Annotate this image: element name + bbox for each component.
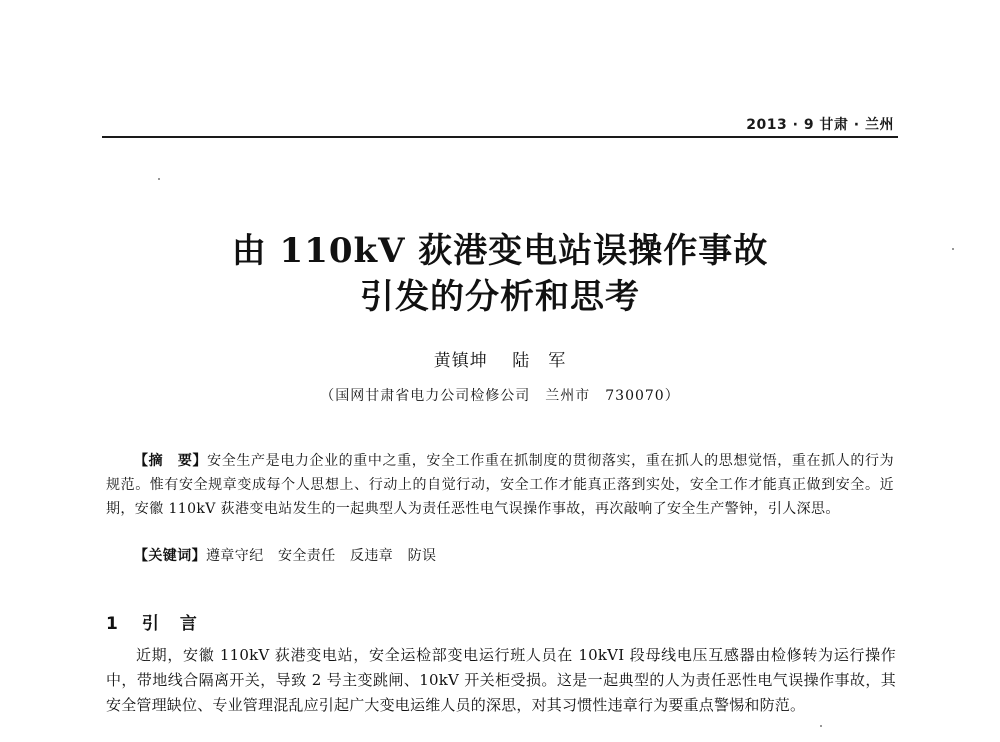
keywords-label: 【关键词】 — [134, 548, 206, 564]
affiliation: （国网甘肃省电力公司检修公司 兰州市 730070） — [320, 388, 680, 404]
section-title: 引 言 — [141, 614, 199, 634]
title-line-1: 由 110kV 荻港变电站误操作事故 — [231, 231, 769, 271]
keywords — [134, 545, 894, 565]
abstract-text: 安全生产是电力企业的重中之重，安全工作重在抓制度的贯彻落实，重在抓人的思想觉悟，重在抓人的行为规范。惟有安全规章变成每个人思想上、行动上的自觉行动，安全工作才能真正落到实处，安全工作才能真正做到安全。近期，安徽 110kV 荻港变电站发生的一起典型人为责任恶性电气误操作事故，再次敲响了安全生产警钟，引人深思。 — [106, 453, 895, 517]
section-heading — [106, 609, 199, 634]
authors: 黄镇坤 陆 军 — [433, 351, 567, 371]
section-paragraph: 近期，安徽 110kV 荻港变电站，安全运检部变电运行班人员在 10kVI 段母线电压互感器由检修转为运行操作中，带地线合隔离开关，导致 2 号主变跳闸、10kV 开关柜受损。这是一起典型的人为责任恶性电气误操作事故，其安全管理缺位、专业管理混乱应引起广大变电运维人员的深思，对其习惯性违章行为要重点警惕和防范。 — [106, 646, 896, 714]
abstract — [106, 449, 894, 521]
section-number: 1 — [106, 614, 120, 634]
title-line-2: 引发的分析和思考 — [360, 277, 640, 317]
abstract-label: 【摘 要】 — [134, 453, 208, 469]
header-rule — [102, 136, 898, 138]
keywords-text: 遵章守纪 安全责任 反违章 防误 — [206, 548, 437, 564]
scan-speck — [820, 725, 822, 727]
article-title — [0, 228, 1000, 320]
journal-header-meta: 2013 · 9 甘肃 · 兰州 — [746, 117, 894, 133]
scan-speck — [952, 248, 954, 250]
scan-speck — [158, 178, 160, 180]
